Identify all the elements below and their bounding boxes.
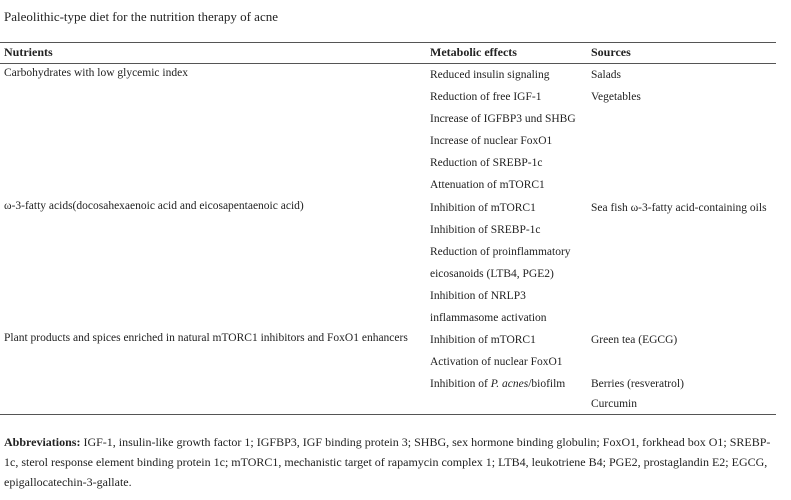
table-top-rule <box>0 42 776 43</box>
header-sources: Sources <box>591 45 631 59</box>
effects-cell <box>430 200 571 332</box>
source-line: Curcumin <box>591 398 637 410</box>
source-line: Sea fish ω-3-fatty acid-containing oils <box>591 202 767 214</box>
source-line: Salads <box>591 69 622 81</box>
effect-line: inflammasome activation <box>430 312 547 324</box>
effect-line: Reduction of free IGF-1 <box>430 91 542 103</box>
sources-cell <box>591 200 767 222</box>
source-line <box>591 354 684 376</box>
sources-cell <box>591 67 641 111</box>
source-line: Vegetables <box>591 91 641 103</box>
effects-cell <box>430 332 565 398</box>
effect-line <box>430 376 565 398</box>
abbreviations-text: IGF-1, insulin-like growth factor 1; IGFBP3, IGF binding protein 3; SHBG, sex hormone binding globulin; FoxO1, forkhead box O1; SREBP-1c, sterol response element binding protein 1c; mTORC1, mechanistic target of rapamycin complex 1; LTB4, leukotriene B4; PGE2, prostaglandin E2; EGCG, epigallocatechin-3-gallate. <box>4 435 771 489</box>
effect-line: Increase of IGFBP3 und SHBG <box>430 113 576 125</box>
table-header-rule <box>0 63 776 64</box>
effect-line-italic: Inhibition of P. acnes/biofilm <box>430 378 566 390</box>
sources-cell <box>591 332 684 416</box>
header-metabolic-effects: Metabolic effects <box>430 45 517 59</box>
table-header-row <box>0 45 776 61</box>
effect-line: Reduction of proinflammatory <box>430 246 571 258</box>
effect-line: eicosanoids (LTB4, PGE2) <box>430 268 554 280</box>
effect-line: Reduced insulin signaling <box>430 69 550 81</box>
source-line: Berries (resveratrol) <box>591 378 684 390</box>
nutrient-cell: ω-3-fatty acids(docosahexaenoic acid and eicosapentaenoic acid) <box>4 200 304 212</box>
nutrient-cell: Plant products and spices enriched in natural mTORC1 inhibitors and FoxO1 enhancers <box>4 332 408 344</box>
nutrient-cell: Carbohydrates with low glycemic index <box>4 67 188 79</box>
organism-name: P. acnes <box>490 378 529 390</box>
table-bottom-rule <box>0 414 776 415</box>
effect-line: Inhibition of mTORC1 <box>430 334 536 346</box>
effects-cell <box>430 67 576 199</box>
effect-line: Attenuation of mTORC1 <box>430 179 545 191</box>
effect-line: Inhibition of SREBP-1c <box>430 224 541 236</box>
effect-line: Reduction of SREBP-1c <box>430 157 543 169</box>
header-nutrients: Nutrients <box>4 45 53 59</box>
effect-line: Increase of nuclear FoxO1 <box>430 135 553 147</box>
effect-line: Activation of nuclear FoxO1 <box>430 356 563 368</box>
effect-line: Inhibition of NRLP3 <box>430 290 526 302</box>
abbreviations-footnote <box>4 432 784 492</box>
source-line: Green tea (EGCG) <box>591 334 678 346</box>
abbreviations-label: Abbreviations: <box>4 435 81 449</box>
table-caption: Paleolithic-type diet for the nutrition therapy of acne <box>4 9 278 24</box>
effect-line: Inhibition of mTORC1 <box>430 202 536 214</box>
